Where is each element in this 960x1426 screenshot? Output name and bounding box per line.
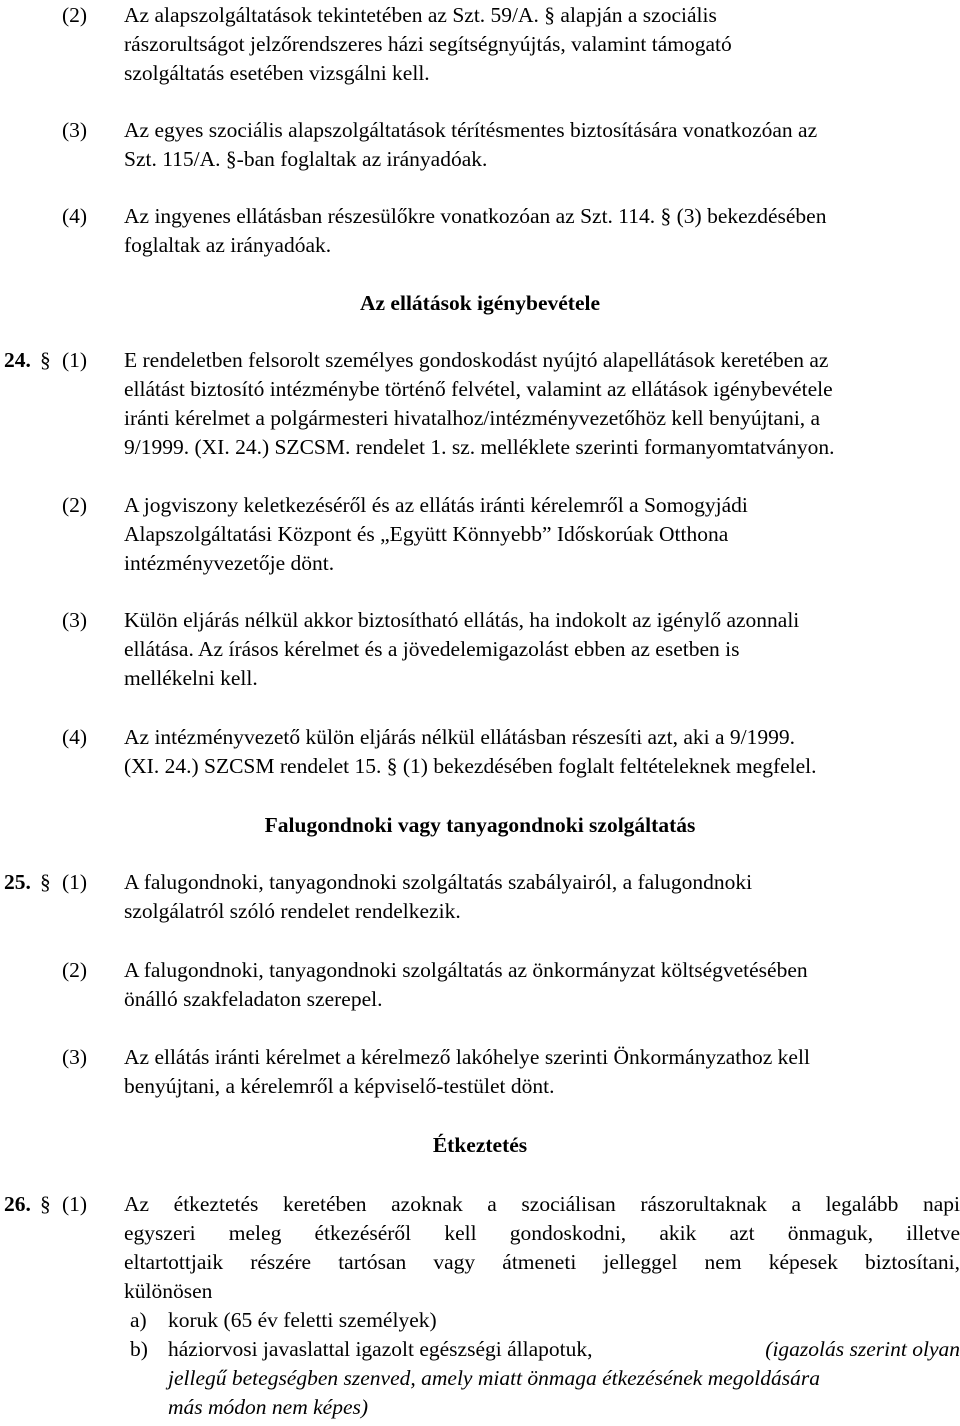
text-line: iránti kérelmet a polgármesteri hivatalhoz/intézményvezetőhöz kell benyújtani, a <box>124 406 821 430</box>
list-item-italic-text: (igazolás szerint olyan <box>765 1337 960 1361</box>
section-number: 26. <box>4 1192 31 1216</box>
paragraph-number: (1) <box>62 348 88 372</box>
text-line: Az alapszolgáltatások tekintetében az Szt. 59/A. § alapján a szociális <box>124 3 717 27</box>
section-sign: § <box>40 1192 51 1216</box>
text-line: eltartottjaik részére tartósan vagy átmeneti jelleggel nem képesek biztosítani, <box>124 1250 960 1274</box>
section-heading: Az ellátások igénybevétele <box>359 291 601 315</box>
text-line: 9/1999. (XI. 24.) SZCSM. rendelet 1. sz. melléklete szerinti formanyomtatványon. <box>124 435 835 459</box>
paragraph-number: (2) <box>62 3 88 27</box>
paragraph-number: (4) <box>62 725 88 749</box>
text-line: A falugondnoki, tanyagondnoki szolgáltatás szabályairól, a falugondnoki <box>124 870 753 894</box>
text-line: egyszeri meleg étkezéséről kell gondoskodni, akik azt önmaguk, illetve <box>124 1221 960 1245</box>
paragraph-number: (3) <box>62 608 88 632</box>
text-line: A falugondnoki, tanyagondnoki szolgáltatás az önkormányzat költségvetésében <box>124 958 808 982</box>
text-line: Alapszolgáltatási Központ és „Együtt Könnyebb” Időskorúak Otthona <box>124 522 729 546</box>
text-line: Szt. 115/A. §-ban foglaltak az irányadóak. <box>124 147 488 171</box>
list-item-text: koruk (65 év feletti személyek) <box>168 1308 437 1332</box>
text-line: (XI. 24.) SZCSM rendelet 15. § (1) bekezdésében foglalt feltételeknek megfelel. <box>124 754 817 778</box>
section-number: 24. <box>4 348 31 372</box>
text-line: Az étkeztetés keretében azoknak a szociálisan rászorultaknak a legalább napi <box>124 1192 960 1216</box>
text-line: E rendeletben felsorolt személyes gondoskodást nyújtó alapellátások keretében az <box>124 348 829 372</box>
paragraph-number: (3) <box>62 118 88 142</box>
text-line: ellátást biztosító intézménybe történő felvétel, valamint az ellátások igénybevétele <box>124 377 833 401</box>
section-heading: Étkeztetés <box>432 1133 528 1157</box>
list-item-line <box>168 1334 960 1364</box>
text-line: Az ellátás iránti kérelmet a kérelmező lakóhelye szerinti Önkormányzathoz kell <box>124 1045 810 1069</box>
text-line: szolgálatról szóló rendelet rendelkezik. <box>124 899 461 923</box>
paragraph-number: (2) <box>62 493 88 517</box>
section-sign: § <box>40 870 51 894</box>
text-line: Az egyes szociális alapszolgáltatások térítésmentes biztosítására vonatkozóan az <box>124 118 818 142</box>
text-line: mellékelni kell. <box>124 666 258 690</box>
text-line: különösen <box>124 1279 213 1303</box>
text-line: intézményvezetője dönt. <box>124 551 335 575</box>
section-number: 25. <box>4 870 31 894</box>
section-sign: § <box>40 348 51 372</box>
list-label: b) <box>130 1337 148 1361</box>
list-label: a) <box>130 1308 147 1332</box>
list-item-italic-text: más módon nem képes) <box>168 1395 369 1419</box>
paragraph-number: (1) <box>62 1192 88 1216</box>
text-line: foglaltak az irányadóak. <box>124 233 332 257</box>
paragraph-number: (2) <box>62 958 88 982</box>
text-line: Az intézményvezető külön eljárás nélkül ellátásban részesíti azt, aki a 9/1999. <box>124 725 796 749</box>
text-line: Az ingyenes ellátásban részesülőkre vonatkozóan az Szt. 114. § (3) bekezdésében <box>124 204 827 228</box>
text-line: ellátása. Az írásos kérelmet és a jövedelemigazolást ebben az esetben is <box>124 637 740 661</box>
text-line: Külön eljárás nélkül akkor biztosítható ellátás, ha indokolt az igénylő azonnali <box>124 608 800 632</box>
section-heading: Falugondnoki vagy tanyagondnoki szolgáltatás <box>264 813 696 837</box>
list-item-italic-text: jellegű betegségben szenved, amely miatt önmaga étkezésének megoldására <box>168 1366 820 1390</box>
list-item-text: háziorvosi javaslattal igazolt egészségi állapotuk, <box>168 1337 593 1361</box>
text-line: önálló szakfeladaton szerepel. <box>124 987 383 1011</box>
paragraph-number: (3) <box>62 1045 88 1069</box>
text-line: szolgáltatás esetében vizsgálni kell. <box>124 61 430 85</box>
text-line: rászorultságot jelzőrendszeres házi segítségnyújtás, valamint támogató <box>124 32 732 56</box>
paragraph-number: (1) <box>62 870 88 894</box>
paragraph-number: (4) <box>62 204 88 228</box>
text-line: A jogviszony keletkezéséről és az ellátás iránti kérelemről a Somogyjádi <box>124 493 748 517</box>
text-line: benyújtani, a kérelemről a képviselő-testület dönt. <box>124 1074 555 1098</box>
